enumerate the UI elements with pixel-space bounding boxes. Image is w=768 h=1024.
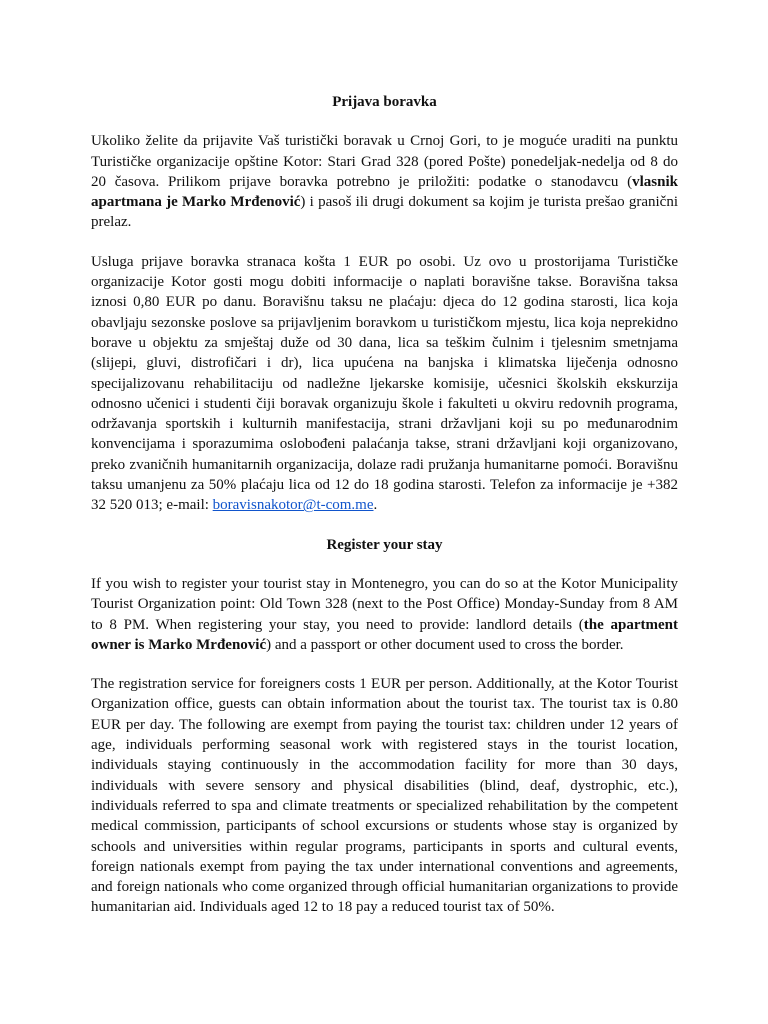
paragraph-text: Usluga prijave boravka stranaca košta 1 EUR po osobi. Uz ovo u prostorijama Turističke organizacije Kotor gosti mogu dobiti informacije o naplati boravišne takse. Boravišna taksa iznosi 0,80 EUR po danu. Boravišnu taksu ne plaćaju: djeca do 12 godina starosti, lica koja obavljaju sezonske poslove sa prijavljenim boravkom u turističkom mjestu, lica koja neprekidno borave u objektu za smještaj duže od 30 dana, lica sa teškim čulnim i tjelesnim smetnjama (slijepi, gluvi, distrofičari i dr), lica upućena na banjska i klimatska liječenja odnosno specijalizovanu rehabilitaciju od nadležne ljekarske komisije, učesnici školskih ekskurzija odnosno učenici i studenti čiji boravak organizuju škole i fakulteti u okviru redovnih programa, održavanja sportskih i kulturnih manifestacija, strani državljani koji su po međunarodnim konvencijama i sporazumima oslobođeni palaćanja takse, strani državljani koji organizovano, preko zvaničnih humanitarnih organizacija, dolaze radi pružanja humanitarne pomoći. Boravišnu taksu umanjenu za 50% plaćaju lica od 12 do 18 godina starosti. Telefon za informacije je +382 32 520 013; e-mail: xyxy=(91,253,678,514)
paragraph-text: . xyxy=(373,497,378,514)
paragraph-text: If you wish to register your tourist stay in Montenegro, you can do so at the Kotor Municipality Tourist Organization point: Old Town 328 (next to the Post Office) Monday-Sunday from 8 AM to 8 PM. When registering your stay, you need to provide: landlord details ( xyxy=(91,575,678,633)
document-body xyxy=(91,92,678,918)
paragraph-text: Ukoliko želite da prijavite Vaš turistički boravak u Crnoj Gori, to je moguće uraditi na punktu Turističke organizacije opštine Kotor: Stari Grad 328 (pored Pošte) ponedeljak-nedelja od 8 do 20 časova. Prilikom prijave boravka potrebno je priložiti: podatke o stanodavcu ( xyxy=(91,133,678,190)
section-title-english: Register your stay xyxy=(326,536,443,553)
paragraph-registration-mne xyxy=(91,131,678,232)
paragraph-text: ) and a passport or other document used to cross the border. xyxy=(266,636,624,653)
owner-name-bold: vlasnik apartmana je Marko Mrđenović xyxy=(91,173,678,211)
paragraph-registration-en xyxy=(91,574,678,655)
paragraph-text: ) i pasoš ili drugi dokument sa kojim je turista prešao granični prelaz. xyxy=(91,194,678,231)
email-link[interactable]: boravisnakotor@t-com.me xyxy=(212,497,374,514)
owner-name-bold: the apartment owner is Marko Mrđenović xyxy=(91,616,678,653)
section-title-montenegrin: Prijava boravka xyxy=(332,94,437,110)
paragraph-tax-en: The registration service for foreigners costs 1 EUR per person. Additionally, at the Kotor Tourist Organization office, guests can obtain information about the tourist tax. The tourist tax is 0.80 EUR per day. The following are exempt from paying the tourist tax: children under 12 years of age, individuals performing seasonal work with registered stays in the tourist location, individuals staying continuously in the accommodation facility for more than 30 days, individuals with severe sensory and physical disabilities (blind, deaf, dystrophic, etc.), individuals referred to spa and climate treatments or specialized rehabilitation by the competent medical commission, participants of school excursions or students whose stay is organized by schools and universities within regular programs, participants in sports and cultural events, foreign nationals exempt from paying the tax under international conventions and agreements, and foreign nationals who come organized through official humanitarian organizations to provide humanitarian aid. Individuals aged 12 to 18 pay a reduced tourist tax of 50%. xyxy=(91,676,678,916)
paragraph-tax-mne xyxy=(91,252,678,516)
